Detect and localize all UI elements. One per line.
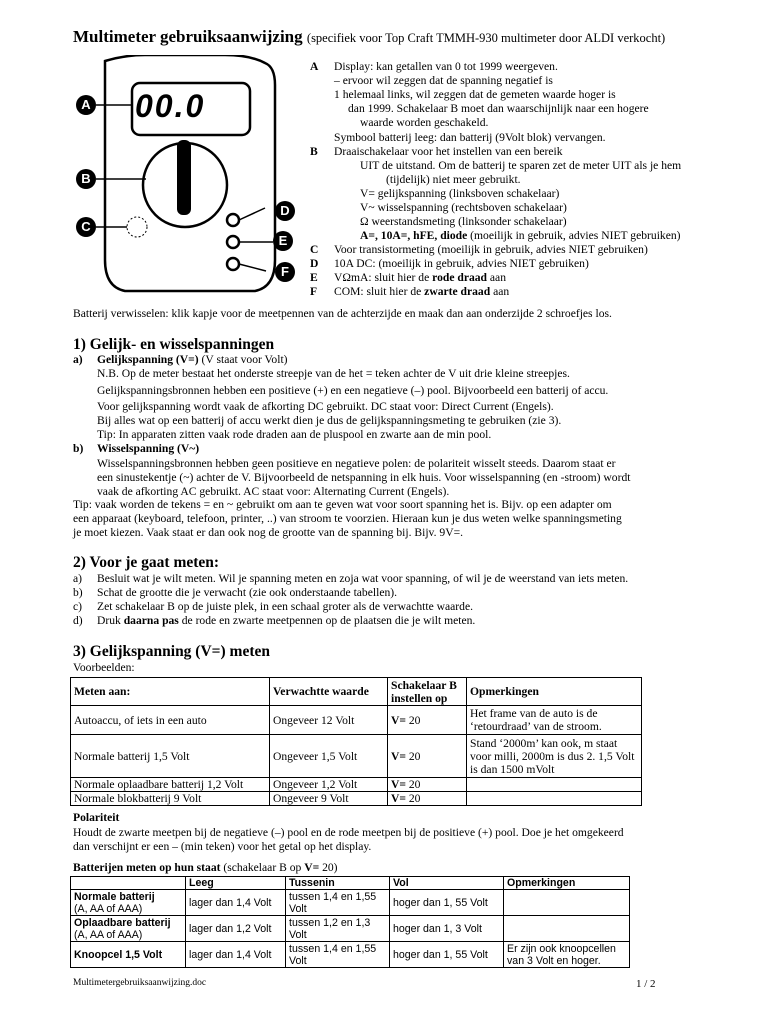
table-row <box>71 735 642 778</box>
legend-c-letter: C <box>310 243 319 256</box>
s2-item-b-mark: b) <box>73 586 83 599</box>
s1-a-line3: Voor gelijkspanning wordt vaak de afkorting DC gebruikt. DC staat voor: Direct Current (Engels). <box>97 400 554 413</box>
s2-item-c: Zet schakelaar B op de juiste plek, in een schaal groter als de verwachtte waarde. <box>97 600 473 613</box>
jack-com <box>227 258 239 270</box>
table-cell: V= 20 <box>388 706 467 735</box>
transistor-socket <box>127 217 147 237</box>
table-cell: V= 20 <box>388 735 467 778</box>
legend-b-line2: UIT de uitstand. Om de batterij te sparen zet de meter UIT als je hem <box>360 159 682 172</box>
table-header-cell: Tussenin <box>286 877 390 890</box>
table-header-cell: Schakelaar B instellen op <box>388 678 467 706</box>
table-cell: Ongeveer 9 Volt <box>270 792 388 806</box>
polarity-title: Polariteit <box>73 811 120 824</box>
table-cell <box>467 778 642 792</box>
s1-a-title: Gelijkspanning (V=) (V staat voor Volt) <box>97 353 288 366</box>
red-wire-label: rode draad <box>432 271 488 284</box>
table-cell <box>467 792 642 806</box>
table-cell: Ongeveer 1,2 Volt <box>270 778 388 792</box>
s2-item-a: Besluit wat je wilt meten. Wil je spanning meten en zoja wat voor spanning, of wil je de weerstand van iets meten. <box>97 572 629 585</box>
table-cell <box>504 916 630 942</box>
legend-f-line1: COM: sluit hier de zwarte draad aan <box>334 285 510 298</box>
section2-heading: 2) Voor je gaat meten: <box>73 554 220 571</box>
jack-vohm <box>227 236 239 248</box>
table-header-cell: Opmerkingen <box>504 877 630 890</box>
legend-a-line2: – ervoor wil zeggen dat de spanning negatief is <box>334 74 553 87</box>
footer-page-number: 1 / 2 <box>636 978 656 990</box>
dial-pointer <box>177 140 191 215</box>
table-row <box>71 706 642 735</box>
table-cell: Knoopcel 1,5 Volt <box>71 942 186 968</box>
table-cell: Ongeveer 12 Volt <box>270 706 388 735</box>
table-header-cell <box>71 877 186 890</box>
meter-display-value: 00.0 <box>135 88 206 124</box>
section3-heading: 3) Gelijkspanning (V=) meten <box>73 643 270 660</box>
table-cell: Normale batterij 1,5 Volt <box>71 735 270 778</box>
legend-f-letter: F <box>310 285 318 298</box>
legend-b-line7 <box>360 229 681 243</box>
legend-b-line3: (tijdelijk) niet meer gebruikt. <box>386 173 521 186</box>
table-cell: V= 20 <box>388 792 467 806</box>
black-wire-label: zwarte draad <box>424 285 491 298</box>
legend-a-line3: 1 helemaal links, wil zeggen dat de gemeten waarde hoger is <box>334 88 616 101</box>
title-subtitle: (specifiek voor Top Craft TMMH-930 multimeter door ALDI verkocht) <box>306 31 666 45</box>
table-cell: hoger dan 1, 55 Volt <box>390 890 504 916</box>
table-cell: Autoaccu, of iets in een auto <box>71 706 270 735</box>
s1-tip-line3: je moet kiezen. Vaak staat er dan ook nog de grootte van de spanning bij. Bijv. 9V=. <box>73 526 464 539</box>
battery-state-table <box>70 876 630 968</box>
legend-b-line5: V~ wisselspanning (rechtsboven schakelaar) <box>360 201 567 214</box>
footer-filename: Multimetergebruiksaanwijzing.doc <box>73 978 207 988</box>
battery-replace-note: Batterij verwisselen: klik kapje voor de meetpennen van de achterzijde en maak dan aan onderzijde 2 schroefjes los. <box>73 307 612 320</box>
table-header-cell: Meten aan: <box>71 678 270 706</box>
s1-a-line2: Gelijkspanningsbronnen hebben een positieve (+) en een negatieve (–) pool. Bijvoorbeeld een batterij of accu. <box>97 384 609 397</box>
legend-b-line1: Draaischakelaar voor het instellen van een bereik <box>334 145 563 158</box>
table-header-cell: Verwachtte waarde <box>270 678 388 706</box>
page-title <box>73 27 665 47</box>
s1-a-line4: Bij alles wat op een batterij of accu werkt dien je dus de gelijkspanningsmeting te gebruiken (zie 3). <box>97 414 562 427</box>
label-d-marker: D <box>275 201 295 221</box>
legend-a-letter: A <box>310 60 319 73</box>
legend-a-line1: Display: kan getallen van 0 tot 1999 weergeven. <box>334 60 558 73</box>
legend-b-line4: V= gelijkspanning (linksboven schakelaar) <box>360 187 560 200</box>
legend-b-advice: (moeilijk in gebruik, advies NIET gebruiken) <box>467 229 681 242</box>
legend-e-line1: VΩmA: sluit hier de rode draad aan <box>334 271 507 284</box>
label-b-marker: B <box>76 169 96 189</box>
table-row <box>71 916 630 942</box>
polarity-line1: Houdt de zwarte meetpen bij de negatieve (–) pool en de rode meetpen bij de positieve (+) pool. Doe je het omgekeerd <box>73 826 624 839</box>
jack-10a <box>227 214 239 226</box>
legend-b-ranges: A=, 10A=, hFE, diode <box>360 229 468 242</box>
table-row <box>71 942 630 968</box>
title-text: Multimeter gebruiksaanwijzing <box>73 27 303 46</box>
battery-table-title: Batterijen meten op hun staat (schakelaar B op V= 20) <box>73 861 338 874</box>
table-cell: Normale batterij (A, AA of AAA) <box>71 890 186 916</box>
table-cell: tussen 1,2 en 1,3 Volt <box>286 916 390 942</box>
dc-voltage-table <box>70 677 642 806</box>
s3-examples-label: Voorbeelden: <box>73 661 135 674</box>
legend-a-line4: dan 1999. Schakelaar B moet dan waarschijnlijk naar een hogere <box>348 102 649 115</box>
section1-heading: 1) Gelijk- en wisselspanningen <box>73 336 275 353</box>
table-cell: tussen 1,4 en 1,55 Volt <box>286 942 390 968</box>
table-cell: V= 20 <box>388 778 467 792</box>
s1-a-line1: N.B. Op de meter bestaat het onderste streepje van de het = teken achter de V uit drie kleine streepjes. <box>97 367 570 380</box>
table-row <box>71 890 630 916</box>
table-header-cell: Leeg <box>186 877 286 890</box>
table-cell <box>504 890 630 916</box>
table-cell: Stand ‘2000m’ kan ook, m staat voor milli, 2000m is dus 2. 1,5 Volt is dan 1500 mVolt <box>467 735 642 778</box>
table-cell: lager dan 1,4 Volt <box>186 890 286 916</box>
label-e-marker: E <box>273 231 293 251</box>
label-f-marker: F <box>275 262 295 282</box>
s1-b-line3: vaak de afkorting AC gebruikt. AC staat voor: Alternating Current (Engels). <box>97 485 450 498</box>
legend-a-line5: waarde worden geschakeld. <box>360 116 489 129</box>
table-cell: Oplaadbare batterij (A, AA of AAA) <box>71 916 186 942</box>
legend-b-letter: B <box>310 145 318 158</box>
legend-c-line1: Voor transistormeting (moeilijk in gebruik, advies NIET gebruiken) <box>334 243 648 256</box>
label-a-marker: A <box>76 95 96 115</box>
legend-d-letter: D <box>310 257 319 270</box>
s1-tip-line1: Tip: vaak worden de tekens = en ~ gebruikt om aan te geven wat voor soort spanning het is. Bijv. op een adapter om <box>73 498 612 511</box>
table-cell: hoger dan 1, 55 Volt <box>390 942 504 968</box>
table-row <box>71 778 642 792</box>
legend-d-line1: 10A DC: (moeilijk in gebruik, advies NIET gebruiken) <box>334 257 589 270</box>
s2-item-c-mark: c) <box>73 600 83 613</box>
s2-item-d-mark: d) <box>73 614 83 627</box>
label-c-marker: C <box>76 217 96 237</box>
legend-b-line6: Ω weerstandsmeting (linksonder schakelaar) <box>360 215 567 228</box>
s2-item-b: Schat de grootte die je verwacht (zie ook onderstaande tabellen). <box>97 586 398 599</box>
table-header-cell: Vol <box>390 877 504 890</box>
table-header-cell: Opmerkingen <box>467 678 642 706</box>
table-cell: Ongeveer 1,5 Volt <box>270 735 388 778</box>
s1-tip-line2: een apparaat (keyboard, telefoon, printer, ..) van stroom te voorzien. Hieraan kun je dus weten welke spanningsmeting <box>73 512 622 525</box>
s1-a-line5: Tip: In apparaten zitten vaak rode draden aan de pluspool en zwarte aan de min pool. <box>97 428 492 441</box>
s1-b-title: Wisselspanning (V~) <box>97 442 200 455</box>
table-cell: Er zijn ook knoopcellen van 3 Volt en hoger. <box>504 942 630 968</box>
table-header-row <box>71 678 642 706</box>
s1-b-line1: Wisselspanningsbronnen hebben geen positieve en negatieve polen: de polariteit wisselt steeds. Daarom staat er <box>97 457 616 470</box>
polarity-line2: dan verschijnt er een – (min teken) voor het getal op het display. <box>73 840 372 853</box>
table-cell: Normale blokbatterij 9 Volt <box>71 792 270 806</box>
table-header-row <box>71 877 630 890</box>
table-cell: Normale oplaadbare batterij 1,2 Volt <box>71 778 270 792</box>
s2-item-a-mark: a) <box>73 572 83 585</box>
table-cell: tussen 1,4 en 1,55 Volt <box>286 890 390 916</box>
legend-e-letter: E <box>310 271 318 284</box>
legend-a-line6: Symbool batterij leeg: dan batterij (9Volt blok) vervangen. <box>334 131 606 144</box>
table-cell: lager dan 1,4 Volt <box>186 942 286 968</box>
s1-b-mark: b) <box>73 442 84 455</box>
table-cell: lager dan 1,2 Volt <box>186 916 286 942</box>
s1-a-mark: a) <box>73 353 83 366</box>
table-row <box>71 792 642 806</box>
table-cell: hoger dan 1, 3 Volt <box>390 916 504 942</box>
s1-b-line2: een sinustekentje (~) achter de V. Bijvoorbeeld de netspanning in elk huis. Voor wisselspanning (en -stroom) wordt <box>97 471 631 484</box>
s2-item-d: Druk daarna pas de rode en zwarte meetpennen op de plaatsen die je wilt meten. <box>97 614 476 627</box>
table-cell: Het frame van de auto is de ‘retourdraad’ van de stroom. <box>467 706 642 735</box>
